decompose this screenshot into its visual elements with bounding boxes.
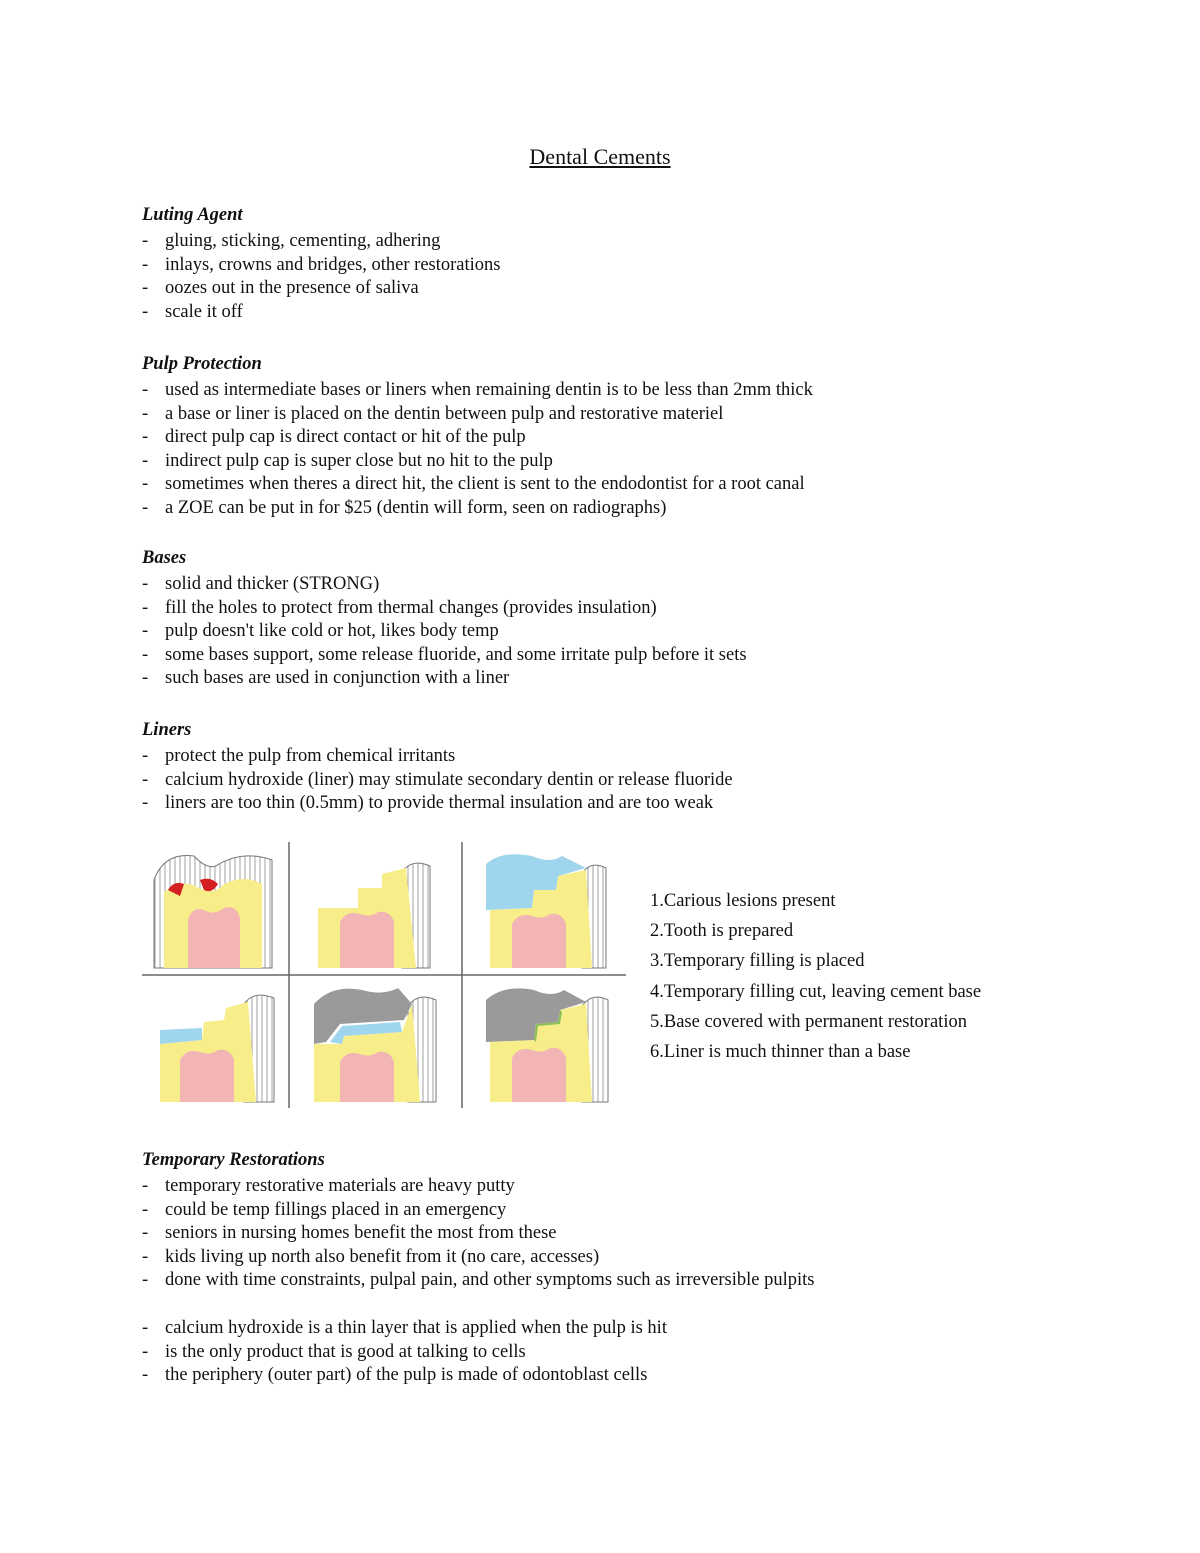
- list-item: - calcium hydroxide (liner) may stimulate secondary dentin or release fluoride: [142, 769, 1102, 793]
- list-item: - sometimes when theres a direct hit, the client is sent to the endodontist for a root canal: [142, 473, 1102, 497]
- pulp-chamber: [340, 912, 394, 968]
- list-item: - some bases support, some release fluoride, and some irritate pulp before it sets: [142, 644, 1102, 668]
- list-item: - fill the holes to protect from thermal changes (provides insulation): [142, 597, 1102, 621]
- figure-caption-list: [650, 886, 1170, 1067]
- list-item: - is the only product that is good at talking to cells: [142, 1341, 1102, 1365]
- list-item: - temporary restorative materials are heavy putty: [142, 1175, 1102, 1199]
- list-item: - done with time constraints, pulpal pain, and other symptoms such as irreversible pulpits: [142, 1269, 1102, 1293]
- pulp-chamber: [512, 1048, 566, 1102]
- pulp-chamber: [188, 907, 240, 968]
- tooth-panel-3: [486, 854, 606, 968]
- bullet-list: [142, 230, 1102, 324]
- bullet-list: [142, 1175, 1102, 1293]
- section-bases: [142, 543, 1102, 691]
- pulp-chamber: [180, 1050, 234, 1102]
- pulp-chamber: [512, 914, 566, 968]
- tooth-restoration-diagram: [142, 842, 626, 1108]
- list-item: - protect the pulp from chemical irritants: [142, 745, 1102, 769]
- list-item: - kids living up north also benefit from it (no care, accesses): [142, 1246, 1102, 1270]
- section-temporary-restorations: [142, 1145, 1102, 1388]
- tooth-panel-4: [160, 995, 274, 1102]
- list-item: - a ZOE can be put in for $25 (dentin will form, seen on radiographs): [142, 497, 1102, 521]
- list-item: - gluing, sticking, cementing, adhering: [142, 230, 1102, 254]
- tooth-panel-1: [154, 856, 272, 969]
- list-item: - pulp doesn't like cold or hot, likes body temp: [142, 620, 1102, 644]
- section-liners: [142, 715, 1102, 816]
- list-item: - liners are too thin (0.5mm) to provide thermal insulation and are too weak: [142, 792, 1102, 816]
- tooth-panel-5: [314, 988, 436, 1102]
- bullet-list: [142, 1317, 1102, 1388]
- list-item: - direct pulp cap is direct contact or hit of the pulp: [142, 426, 1102, 450]
- figure-caption: 6.Liner is much thinner than a base: [650, 1041, 911, 1062]
- figure-caption: 4.Temporary filling cut, leaving cement base: [650, 981, 982, 1002]
- section-heading: Pulp Protection: [142, 354, 262, 374]
- figure-caption: 5.Base covered with permanent restoration: [650, 1011, 967, 1032]
- figure-caption: 2.Tooth is prepared: [650, 921, 794, 942]
- list-item: - a base or liner is placed on the dentin between pulp and restorative materiel: [142, 403, 1102, 427]
- page-title: Dental Cements: [529, 144, 671, 169]
- section-heading: Luting Agent: [142, 205, 243, 225]
- bullet-list: [142, 745, 1102, 816]
- section-luting-agent: [142, 200, 1102, 324]
- list-item: - could be temp fillings placed in an emergency: [142, 1199, 1102, 1223]
- section-heading: Liners: [142, 720, 192, 740]
- list-item: - used as intermediate bases or liners when remaining dentin is to be less than 2mm thick: [142, 379, 1102, 403]
- list-item: - scale it off: [142, 301, 1102, 325]
- list-item: - the periphery (outer part) of the pulp is made of odontoblast cells: [142, 1364, 1102, 1388]
- bullet-list: [142, 379, 1102, 521]
- section-pulp-protection: [142, 349, 1102, 521]
- list-item: - such bases are used in conjunction with a liner: [142, 667, 1102, 691]
- section-heading: Temporary Restorations: [142, 1150, 325, 1170]
- list-item: - seniors in nursing homes benefit the most from these: [142, 1222, 1102, 1246]
- figure-caption: 1.Carious lesions present: [650, 891, 836, 911]
- list-item: - inlays, crowns and bridges, other restorations: [142, 254, 1102, 278]
- tooth-panel-2: [318, 863, 430, 968]
- bullet-list: [142, 573, 1102, 691]
- list-item: - calcium hydroxide is a thin layer that is applied when the pulp is hit: [142, 1317, 1102, 1341]
- tooth-panel-6: [486, 988, 608, 1102]
- list-item: - indirect pulp cap is super close but no hit to the pulp: [142, 450, 1102, 474]
- pulp-chamber: [340, 1052, 394, 1102]
- section-heading: Bases: [142, 548, 187, 568]
- list-item: - solid and thicker (STRONG): [142, 573, 1102, 597]
- figure-caption: 3.Temporary filling is placed: [650, 951, 865, 972]
- list-item: - oozes out in the presence of saliva: [142, 277, 1102, 301]
